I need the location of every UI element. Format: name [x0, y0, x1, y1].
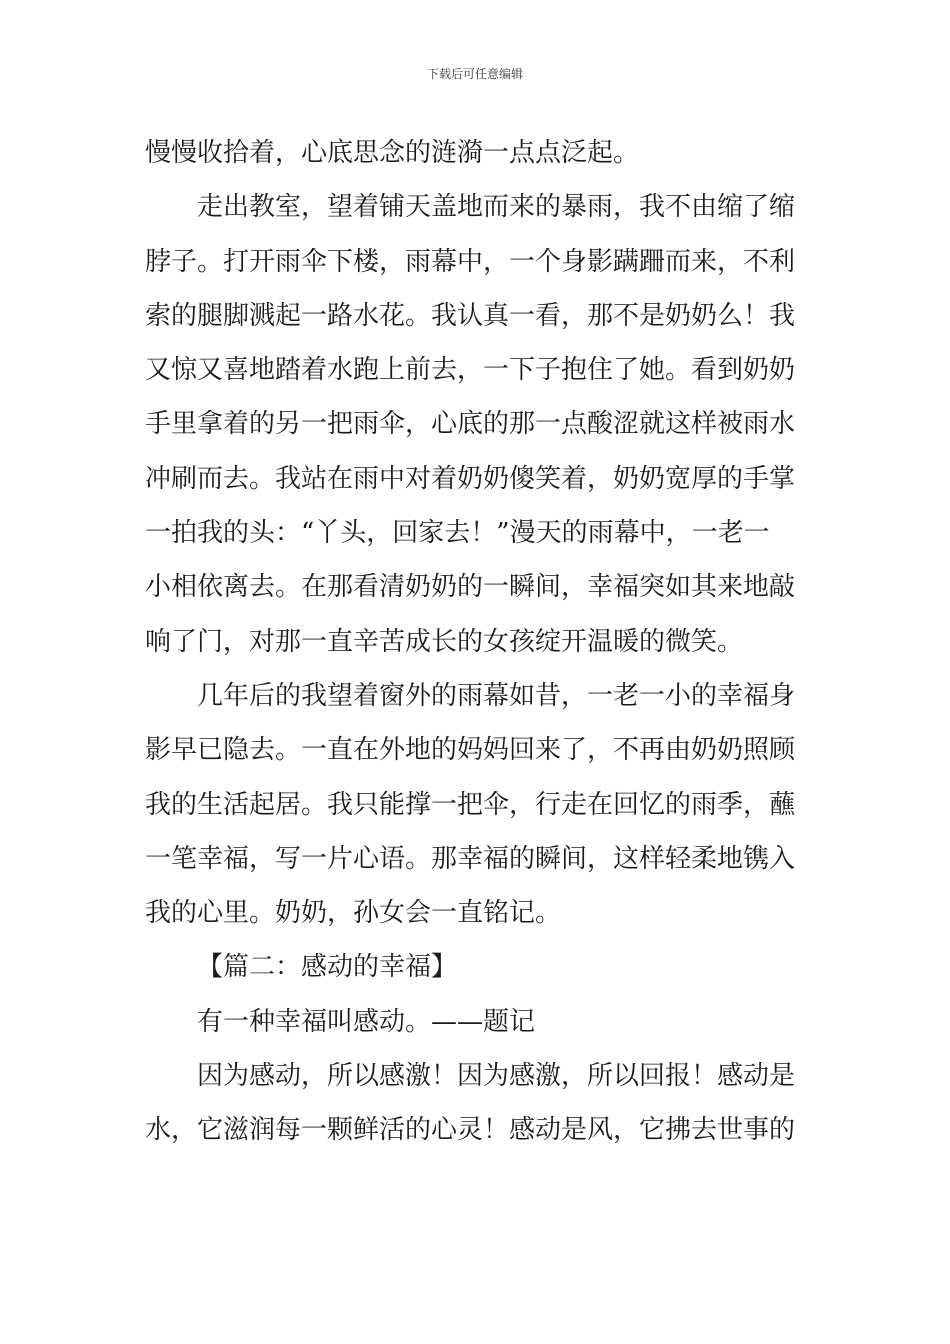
document-body [145, 126, 810, 1158]
text-line: 因为感动，所以感激！因为感激，所以回报！感动是 [197, 1061, 796, 1092]
text-line: 一笔幸福，写一片心语。那幸福的瞬间，这样轻柔地镌入 [145, 843, 796, 874]
text-line: 冲刷而去。我站在雨中对着奶奶傻笑着，奶奶宽厚的手掌 [145, 463, 796, 494]
text-line: 小相依离去。在那看清奶奶的一瞬间，幸福突如其来地敲 [145, 572, 796, 603]
text-line: 一拍我的头：“丫头，回家去！”漫天的雨幕中，一老一 [145, 518, 770, 549]
text-line: 响了门，对那一直辛苦成长的女孩绽开温暖的微笑。 [145, 626, 744, 657]
text-line: 我的生活起居。我只能撑一把伞，行走在回忆的雨季，蘸 [145, 789, 796, 820]
text-line: 脖子。打开雨伞下楼，雨幕中，一个身影蹒跚而来，不利 [145, 246, 796, 277]
text-line: 走出教室，望着铺天盖地而来的暴雨，我不由缩了缩 [197, 192, 796, 223]
text-line: 手里拿着的另一把雨伞，心底的那一点酸涩就这样被雨水 [145, 409, 796, 440]
section-heading: 【篇二：感动的幸福】 [197, 952, 458, 983]
text-line: 慢慢收拾着，心底思念的涟漪一点点泛起。 [145, 138, 640, 168]
text-line: 索的腿脚溅起一路水花。我认真一看，那不是奶奶么！我 [145, 300, 796, 331]
text-line: 影早已隐去。一直在外地的妈妈回来了，不再由奶奶照顾 [145, 735, 796, 766]
text-line: 几年后的我望着窗外的雨幕如昔，一老一小的幸福身 [197, 680, 796, 711]
text-line: 我的心里。奶奶，孙女会一直铭记。 [145, 898, 562, 929]
text-line: 又惊又喜地踏着水跑上前去，一下子抱住了她。看到奶奶 [145, 355, 796, 386]
epigraph: 有一种幸福叫感动。——题记 [197, 1006, 536, 1037]
text-line: 水，它滋润每一颗鲜活的心灵！感动是风，它拂去世事的 [145, 1115, 796, 1146]
page-header: 下载后可任意编辑 [426, 67, 523, 81]
